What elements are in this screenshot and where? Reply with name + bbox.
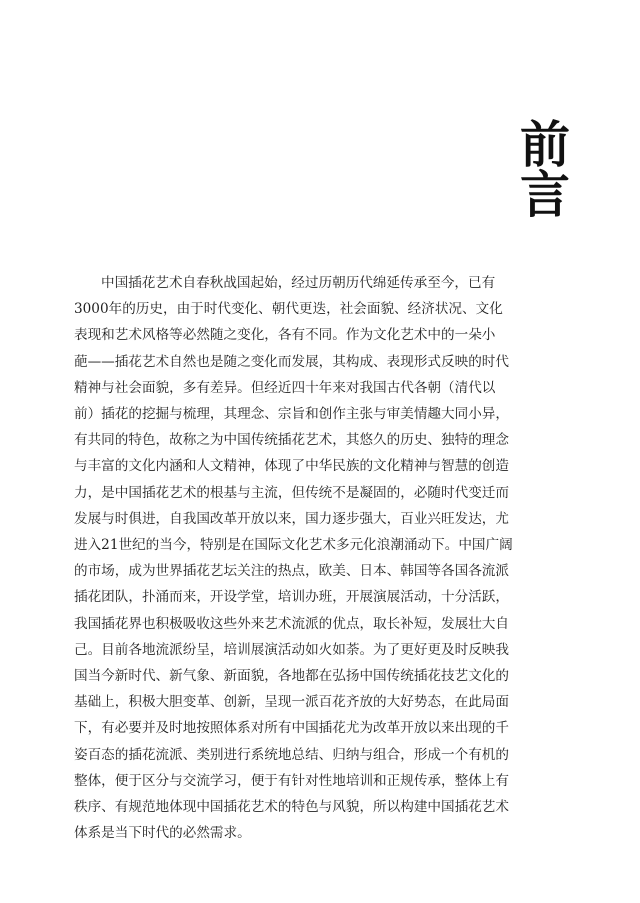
preface-body bbox=[74, 270, 513, 846]
body-line: 国当今新时代、新气象、新面貌，各地都在弘扬中国传统插花技艺文化的 bbox=[74, 668, 509, 685]
body-line: 姿百态的插花流派、类别进行系统地总结、归纳与组合，形成一个有机的 bbox=[74, 746, 509, 763]
body-line: 发展与时俱进，自我国改革开放以来，国力逐步强大，百业兴旺发达，尤 bbox=[74, 510, 509, 527]
body-line: 有共同的特色，故称之为中国传统插花艺术，其悠久的历史、独特的理念 bbox=[74, 432, 509, 449]
body-line: 3000年的历史，由于时代变化、朝代更迭，社会面貌、经济状况、文化 bbox=[74, 301, 503, 318]
body-line: 葩——插花艺术自然也是随之变化而发展，其构成、表现形式反映的时代 bbox=[74, 353, 509, 370]
body-line: 进入21世纪的当今，特别是在国际文化艺术多元化浪潮涌动下。中国广阔 bbox=[74, 537, 513, 554]
page-title: 前言 bbox=[512, 118, 571, 218]
body-line: 与丰富的文化内涵和人文精神，体现了中华民族的文化精神与智慧的创造 bbox=[74, 458, 509, 475]
body-line: 我国插花界也积极吸收这些外来艺术流派的优点，取长补短，发展壮大自 bbox=[74, 615, 509, 632]
body-line: 表现和艺术风格等必然随之变化，各有不同。作为文化艺术中的一朵小 bbox=[74, 327, 496, 344]
body-line: 下，有必要并及时地按照体系对所有中国插花尤为改革开放以来出现的千 bbox=[74, 720, 509, 737]
body-line: 己。目前各地流派纷呈，培训展演活动如火如荼。为了更好更及时反映我 bbox=[74, 641, 509, 658]
body-line: 前）插花的挖掘与梳理，其理念、宗旨和创作主张与审美情趣大同小异， bbox=[74, 406, 509, 423]
body-line: 精神与社会面貌，多有差异。但经近四十年来对我国古代各朝（清代以 bbox=[74, 379, 496, 396]
body-line: 的市场，成为世界插花艺坛关注的热点，欧美、日本、韩国等各国各流派 bbox=[74, 563, 509, 580]
body-line: 整体，便于区分与交流学习，便于有针对性地培训和正规传承，整体上有 bbox=[74, 772, 509, 789]
body-line: 中国插花艺术自春秋战国起始，经过历朝历代绵延传承至今，已有 bbox=[101, 275, 496, 291]
body-line: 插花团队，扑涌而来，开设学堂，培训办班，开展演展活动，十分活跃， bbox=[74, 589, 509, 606]
body-line: 力，是中国插花艺术的根基与主流，但传统不是凝固的，必随时代变迁而 bbox=[74, 484, 509, 501]
body-line: 基础上，积极大胆变革、创新，呈现一派百花齐放的大好势态，在此局面 bbox=[74, 694, 509, 711]
body-line: 体系是当下时代的必然需求。 bbox=[74, 825, 251, 842]
body-line: 秩序、有规范地体现中国插花艺术的特色与风貌，所以构建中国插花艺术 bbox=[74, 799, 509, 816]
